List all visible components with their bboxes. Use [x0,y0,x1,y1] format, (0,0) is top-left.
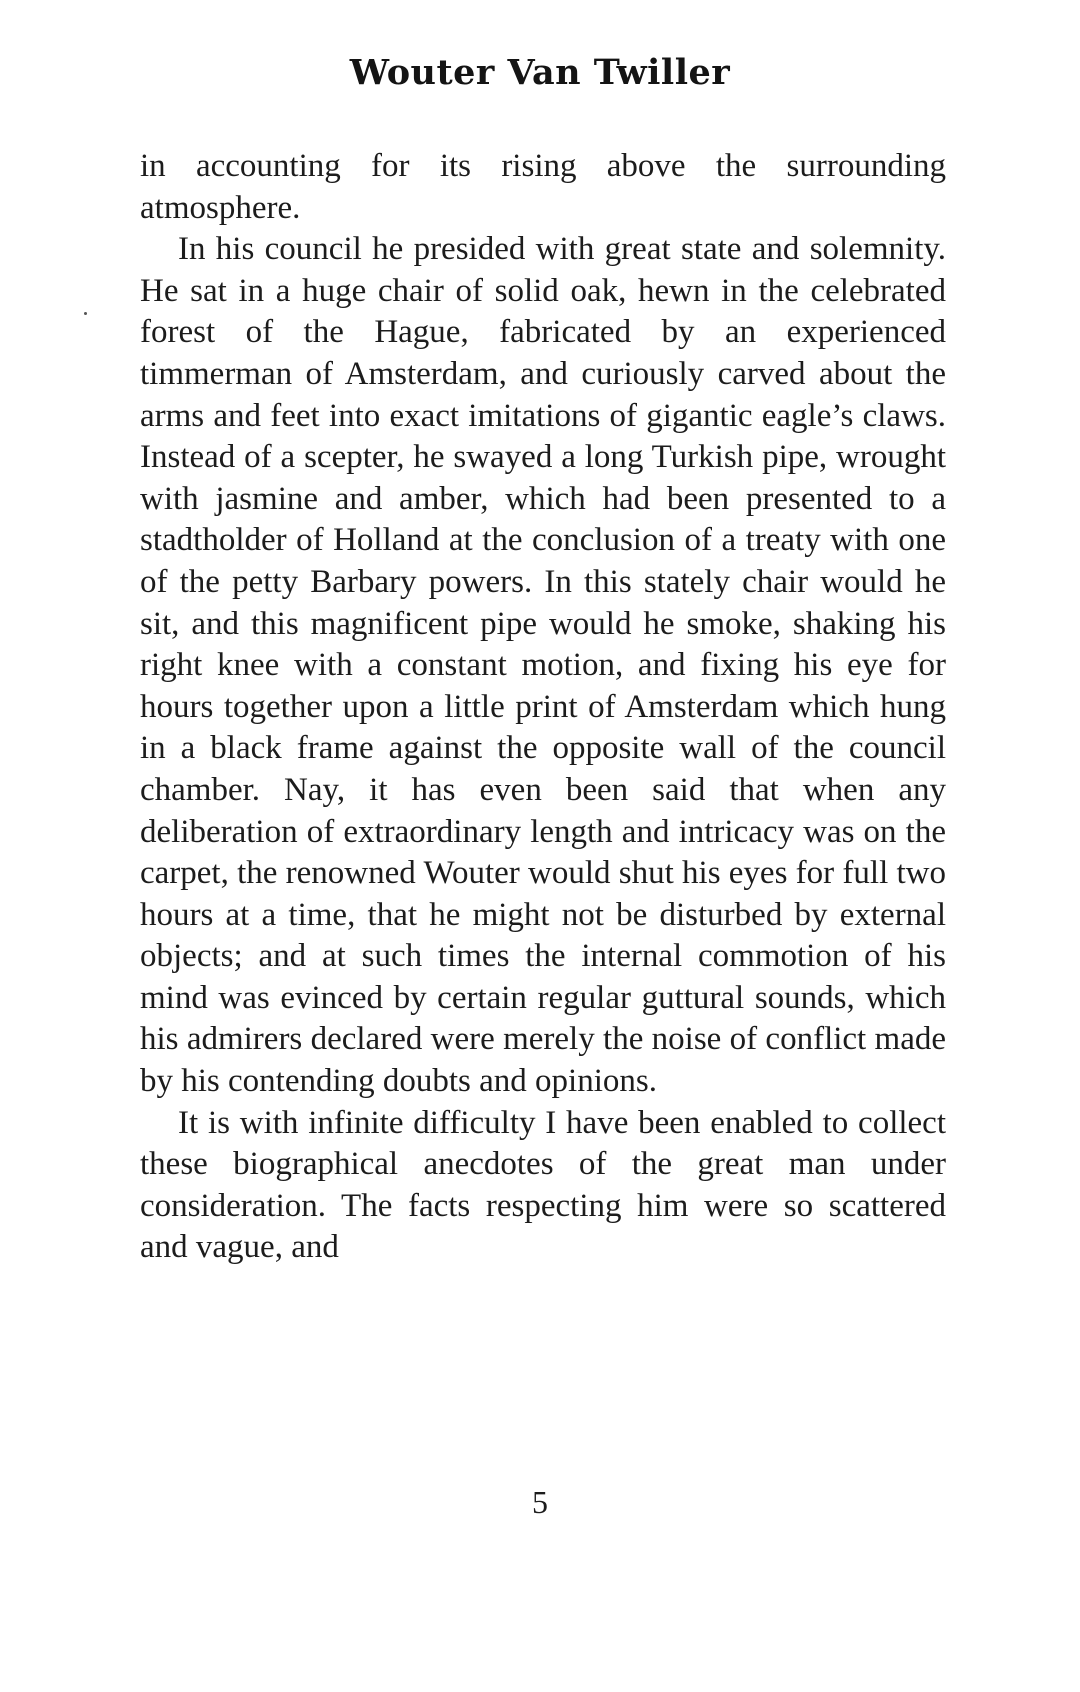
body-text [140,146,946,1269]
paragraph-council: In his council he presided with great state and solemnity. He sat in a huge chair of solid oak, hewn in the celebrated forest of the Hague, fabricated by an experienced timmerman of Amsterdam, and curiously carved about the arms and feet into exact imitations of gigantic eagle’s claws. Instead of a scepter, he swayed a long Turkish pipe, wrought with jasmine and amber, which had been presented to a stadtholder of Holland at the conclusion of a treaty with one of the petty Barbary powers. In this stately chair would he sit, and this magnificent pipe would he smoke, shaking his right knee with a constant motion, and fixing his eye for hours together upon a little print of Amsterdam which hung in a black frame against the opposite wall of the council chamber. Nay, it has even been said that when any deliberation of extraordinary length and intricacy was on the carpet, the renowned Wouter would shut his eyes for full two hours at a time, that he might not be disturbed by external objects; and at such times the internal commotion of his mind was evinced by certain regular guttural sounds, which his admirers declared were merely the noise of conflict made by his contending doubts and opinions. [140,231,946,1100]
page-number: 5 [532,1484,548,1520]
paragraph-continuation: in accounting for its rising above the surrounding atmosphere. [140,148,946,226]
running-head: Wouter Van Twiller [349,52,731,93]
paragraph-difficulty: It is with infinite difficulty I have been enabled to collect these biographical anecdotes of the great man under consideration. The facts respecting him were so scattered and vague, and [140,1104,946,1266]
ink-speck [84,312,87,315]
